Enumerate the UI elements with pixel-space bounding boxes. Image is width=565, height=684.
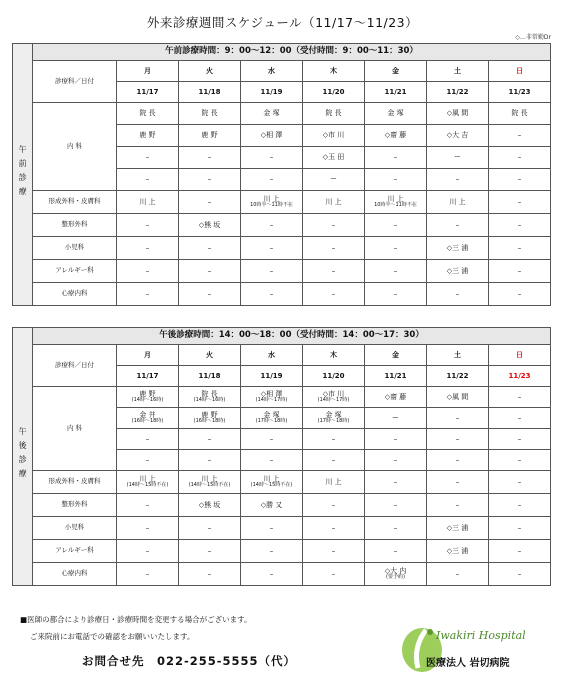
schedule-cell: –: [117, 169, 179, 191]
weekday-label: 木: [303, 345, 365, 366]
date-label: 11/19: [241, 82, 303, 103]
schedule-cell: –: [241, 563, 303, 586]
schedule-cell: –: [179, 147, 241, 169]
schedule-cell: –: [241, 237, 303, 260]
cell-note: 10時半〜11時不在: [374, 202, 417, 209]
schedule-cell: ー: [303, 169, 365, 191]
schedule-cell: –: [117, 517, 179, 540]
schedule-cell: –: [241, 429, 303, 450]
schedule-cell: 院 長: [179, 103, 241, 125]
schedule-cell: –: [489, 471, 551, 494]
schedule-cell: ◇三 浦: [427, 260, 489, 283]
schedule-cell: 金 井 (16時〜18時): [117, 408, 179, 429]
schedule-cell: –: [489, 563, 551, 586]
dept-label: 整形外科: [33, 494, 117, 517]
weekday-label: 土: [427, 345, 489, 366]
schedule-cell: –: [365, 147, 427, 169]
dept-label: 心療内科: [33, 283, 117, 306]
schedule-cell: –: [427, 214, 489, 237]
weekday-label: 水: [241, 61, 303, 82]
schedule-cell: ー: [365, 408, 427, 429]
schedule-cell: –: [303, 260, 365, 283]
schedule-cell: –: [179, 169, 241, 191]
am-schedule-table: [12, 43, 551, 306]
schedule-cell: –: [427, 408, 489, 429]
schedule-cell: 院 長: [303, 103, 365, 125]
schedule-cell: 川 上: [117, 191, 179, 214]
weekday-label: 土: [427, 61, 489, 82]
cell-note: (14時〜15時不在): [126, 482, 169, 489]
schedule-cell: 金 塚: [241, 103, 303, 125]
schedule-cell: –: [489, 429, 551, 450]
date-label: 11/19: [241, 366, 303, 387]
date-label: 11/21: [365, 366, 427, 387]
schedule-cell: 院 長: [117, 103, 179, 125]
schedule-cell: –: [303, 429, 365, 450]
pm-schedule-table: [12, 327, 551, 586]
schedule-cell: ◇大 内 (要予約): [365, 563, 427, 586]
schedule-cell: –: [489, 147, 551, 169]
schedule-cell: –: [489, 237, 551, 260]
date-label: 11/22: [427, 82, 489, 103]
cell-note: (14時〜17時): [255, 397, 288, 404]
schedule-cell: –: [489, 540, 551, 563]
schedule-cell: 金 塚 (17時〜18時): [303, 408, 365, 429]
date-label: 11/23: [489, 82, 551, 103]
schedule-cell: ◇熊 坂: [179, 494, 241, 517]
schedule-cell: 川 上 (14時〜15時不在): [117, 471, 179, 494]
schedule-cell: –: [241, 169, 303, 191]
schedule-cell: –: [117, 283, 179, 306]
schedule-cell: –: [489, 214, 551, 237]
cell-note: (17時〜18時): [255, 418, 288, 425]
schedule-cell: –: [179, 540, 241, 563]
date-label: 11/17: [117, 366, 179, 387]
schedule-cell: –: [427, 494, 489, 517]
cell-note: (14時〜17時): [317, 397, 350, 404]
schedule-cell: ◇大 吉: [427, 125, 489, 147]
schedule-cell: –: [365, 237, 427, 260]
schedule-cell: –: [365, 283, 427, 306]
schedule-cell: –: [427, 563, 489, 586]
session-hours-header: 午後診療時間：14：00〜18：00（受付時間：14：00〜17：30）: [33, 328, 551, 345]
schedule-cell: –: [241, 450, 303, 471]
weekday-label: 金: [365, 61, 427, 82]
schedule-cell: –: [427, 283, 489, 306]
schedule-cell: –: [427, 450, 489, 471]
schedule-cell: –: [489, 387, 551, 408]
schedule-cell: ◇三 浦: [427, 237, 489, 260]
schedule-cell: 川 上 10時半〜11時不在: [241, 191, 303, 214]
schedule-cell: 金 塚 (17時〜18時): [241, 408, 303, 429]
schedule-cell: –: [427, 429, 489, 450]
schedule-cell: –: [179, 283, 241, 306]
schedule-cell: ◇齋 藤: [365, 387, 427, 408]
schedule-cell: –: [117, 450, 179, 471]
schedule-cell: 金 塚: [365, 103, 427, 125]
weekday-label: 火: [179, 345, 241, 366]
dept-label: 形成外科・皮膚科: [33, 471, 117, 494]
schedule-cell: –: [241, 260, 303, 283]
schedule-cell: 院 長 (14時〜16時): [179, 387, 241, 408]
schedule-cell: –: [365, 429, 427, 450]
weekday-label: 月: [117, 345, 179, 366]
weekday-label: 火: [179, 61, 241, 82]
date-label: 11/21: [365, 82, 427, 103]
page-title: 外来診療週間スケジュール（11/17〜11/23）: [146, 15, 419, 30]
schedule-cell: –: [303, 237, 365, 260]
cell-note: 10時半〜11時不在: [250, 202, 293, 209]
schedule-cell: –: [179, 450, 241, 471]
schedule-cell: –: [241, 540, 303, 563]
schedule-cell: –: [489, 517, 551, 540]
schedule-cell: –: [365, 214, 427, 237]
logo-name: Iwakiri Hospital: [436, 629, 526, 642]
session-label-text: 午後診療: [18, 427, 28, 484]
dept-label: 形成外科・皮膚科: [33, 191, 117, 214]
dept-naika: 内 科: [33, 103, 117, 191]
schedule-cell: –: [489, 450, 551, 471]
schedule-cell: 鹿 野: [117, 125, 179, 147]
schedule-cell: 鹿 野 (16時〜18時): [179, 408, 241, 429]
schedule-cell: –: [117, 237, 179, 260]
schedule-cell: –: [427, 471, 489, 494]
dept-date-header: 診療科／日付: [33, 345, 117, 387]
cell-note: (14時〜16時): [193, 397, 226, 404]
legend-note: ◇…非常勤Dr: [515, 34, 551, 41]
contact-phone: お問合せ先 022-255-5555（代）: [82, 654, 297, 668]
schedule-cell: –: [241, 517, 303, 540]
schedule-cell: –: [303, 494, 365, 517]
schedule-cell: –: [489, 260, 551, 283]
dept-label: 整形外科: [33, 214, 117, 237]
schedule-cell: –: [117, 429, 179, 450]
date-label: 11/17: [117, 82, 179, 103]
schedule-cell: ◇玉 田: [303, 147, 365, 169]
cell-note: (14時〜16時): [131, 397, 164, 404]
dept-label: アレルギー科: [33, 540, 117, 563]
schedule-cell: –: [489, 125, 551, 147]
schedule-cell: –: [303, 214, 365, 237]
cell-note: (16時〜18時): [131, 418, 164, 425]
schedule-cell: –: [365, 540, 427, 563]
date-label: 11/20: [303, 82, 365, 103]
cell-note: (14時〜15時不在): [188, 482, 231, 489]
schedule-cell: –: [303, 563, 365, 586]
schedule-cell: –: [365, 494, 427, 517]
session-label: [13, 328, 33, 586]
schedule-cell: –: [117, 147, 179, 169]
schedule-cell: 川 上 (14時〜15時不在): [179, 471, 241, 494]
dept-naika: 内 科: [33, 387, 117, 471]
weekday-label: 水: [241, 345, 303, 366]
schedule-cell: –: [117, 540, 179, 563]
weekday-label: 金: [365, 345, 427, 366]
schedule-cell: 鹿 野 (14時〜16時): [117, 387, 179, 408]
weekday-label: 月: [117, 61, 179, 82]
schedule-cell: ◇三 浦: [427, 540, 489, 563]
cell-note: (16時〜18時): [193, 418, 226, 425]
schedule-cell: ◇相 澤: [241, 125, 303, 147]
schedule-cell: –: [117, 214, 179, 237]
date-label: 11/18: [179, 82, 241, 103]
logo-japanese-name: 医療法人 岩切病院: [426, 658, 510, 669]
notice-text-2: ご来院前にお電話での確認をお願いいたします。: [30, 632, 195, 641]
schedule-cell: –: [117, 260, 179, 283]
dept-label: 心療内科: [33, 563, 117, 586]
schedule-cell: –: [489, 494, 551, 517]
schedule-cell: ◇熊 坂: [179, 214, 241, 237]
schedule-cell: –: [179, 563, 241, 586]
dept-date-header: 診療科／日付: [33, 61, 117, 103]
schedule-cell: 川 上 (14時〜15時不在): [241, 471, 303, 494]
schedule-cell: –: [303, 540, 365, 563]
schedule-cell: ◇齋 藤: [365, 125, 427, 147]
notice-text: ■医師の都合により診療日・診療時間を変更する場合がございます。: [20, 615, 252, 624]
schedule-cell: –: [365, 169, 427, 191]
schedule-cell: –: [489, 191, 551, 214]
schedule-cell: –: [489, 283, 551, 306]
dept-label: 小児科: [33, 237, 117, 260]
schedule-cell: ◇市 川: [303, 125, 365, 147]
schedule-cell: –: [241, 147, 303, 169]
schedule-cell: –: [117, 563, 179, 586]
schedule-cell: –: [241, 214, 303, 237]
schedule-cell: –: [365, 517, 427, 540]
schedule-cell: –: [303, 283, 365, 306]
schedule-cell: –: [489, 408, 551, 429]
schedule-cell: 川 上: [303, 191, 365, 214]
date-label: 11/20: [303, 366, 365, 387]
schedule-cell: 川 上: [303, 471, 365, 494]
schedule-cell: –: [179, 429, 241, 450]
weekday-label: 木: [303, 61, 365, 82]
schedule-cell: ◇市 川 (14時〜17時): [303, 387, 365, 408]
schedule-cell: –: [179, 237, 241, 260]
schedule-cell: ◇風 間: [427, 103, 489, 125]
schedule-cell: –: [179, 260, 241, 283]
session-label-text: 午前診療: [18, 145, 28, 202]
schedule-cell: –: [365, 471, 427, 494]
schedule-cell: –: [179, 517, 241, 540]
schedule-cell: 院 長: [489, 103, 551, 125]
schedule-cell: ◇勝 又: [241, 494, 303, 517]
session-hours-header: 午前診療時間：9：00〜12：00（受付時間：9：00〜11：30）: [33, 44, 551, 61]
schedule-cell: 川 上 10時半〜11時不在: [365, 191, 427, 214]
schedule-cell: ー: [427, 147, 489, 169]
schedule-cell: 川 上: [427, 191, 489, 214]
session-label: [13, 44, 33, 306]
schedule-cell: –: [179, 191, 241, 214]
schedule-cell: 鹿 野: [179, 125, 241, 147]
schedule-cell: ◇三 浦: [427, 517, 489, 540]
cell-note: (17時〜18時): [317, 418, 350, 425]
schedule-cell: ◇風 間: [427, 387, 489, 408]
dept-label: 小児科: [33, 517, 117, 540]
schedule-cell: –: [241, 283, 303, 306]
cell-note: (14時〜15時不在): [250, 482, 293, 489]
schedule-cell: –: [365, 260, 427, 283]
date-label: 11/23: [489, 366, 551, 387]
schedule-cell: –: [365, 450, 427, 471]
schedule-cell: –: [117, 494, 179, 517]
date-label: 11/22: [427, 366, 489, 387]
schedule-cell: ◇相 澤 (14時〜17時): [241, 387, 303, 408]
date-label: 11/18: [179, 366, 241, 387]
schedule-cell: –: [489, 169, 551, 191]
weekday-label: 日: [489, 61, 551, 82]
weekday-label: 日: [489, 345, 551, 366]
cell-note: (要予約): [386, 574, 405, 581]
dept-label: アレルギー科: [33, 260, 117, 283]
schedule-cell: –: [427, 169, 489, 191]
schedule-cell: –: [303, 450, 365, 471]
schedule-cell: –: [303, 517, 365, 540]
